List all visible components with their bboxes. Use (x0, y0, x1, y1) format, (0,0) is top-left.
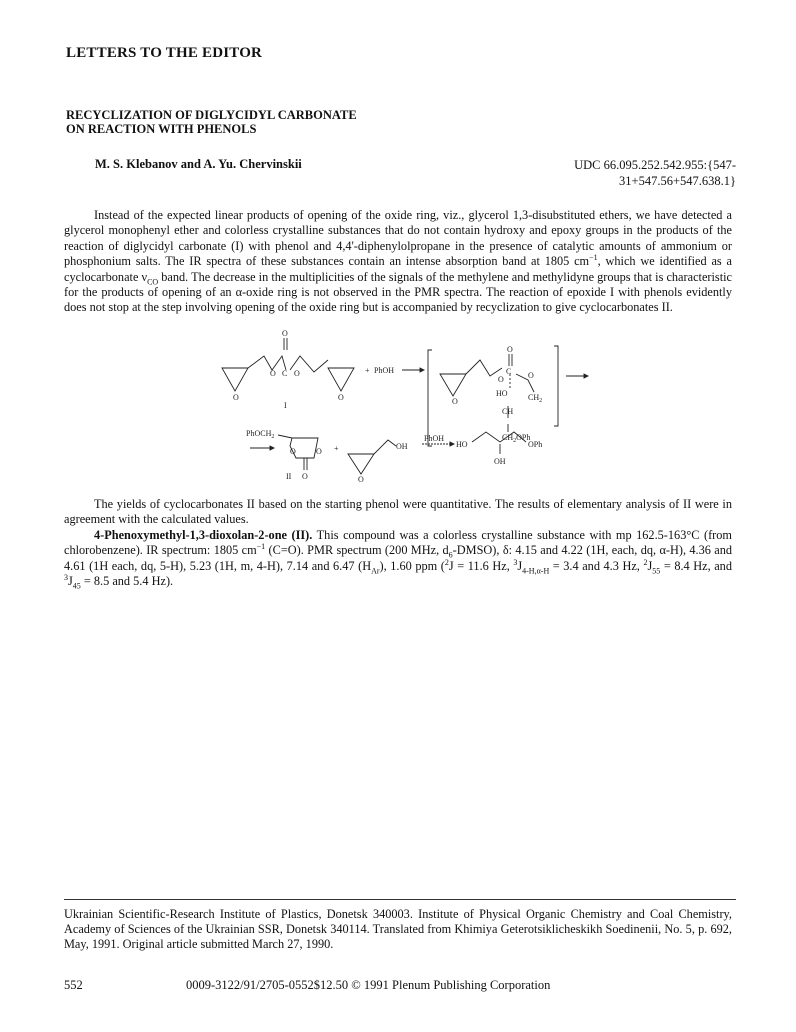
label-compound-II: II (286, 472, 292, 481)
p1-text-b: , which we identified as a cyclocarbonate ν (64, 254, 732, 284)
scheme-plus-1: + (365, 366, 370, 375)
p3-sup4: 2 (643, 557, 648, 567)
scheme-ch2oph-base: CH (502, 433, 514, 442)
scheme-ch2oph-sub: 2 (513, 438, 517, 444)
scheme-o-intermediate: O (498, 375, 504, 384)
p3-sup3: 3 (513, 557, 518, 567)
scheme-o-left: O (270, 369, 276, 378)
scheme-o-carbonyl-bottom: O (302, 472, 308, 481)
scheme-ch2 (528, 393, 542, 404)
scheme-o-intermediate-2: O (528, 371, 534, 380)
scheme-phoh-2: PhOH (424, 434, 445, 443)
p3-a: This compound was a colorless crystalline substance with mp 162.5-163°C (from chlorobenzene). IR spectrum: 1805 cm (64, 527, 732, 558)
p1-text-c: band. The decrease in the multiplicities of the signals of the methylene and methylidyne groups that is characteristic for the products of opening of an α-oxide ring is not observed in the PMR spectra. The reaction of epoxide I with phenols evidently does not stop at the step involving opening of the oxide ring but is accompanied by recyclization to give cyclocarbonates II. (64, 269, 732, 315)
p3-sup1: −1 (256, 542, 266, 552)
udc-line-1: UDC 66.095.252.542.955:{547- (574, 158, 736, 172)
scheme-c-center: C (282, 369, 288, 378)
chain-intermediate (466, 360, 502, 376)
authors: M. S. Klebanov and A. Yu. Chervinskii (95, 157, 302, 171)
scheme-ch2-sub: 2 (539, 398, 543, 404)
p3-i: = 8.4 Hz, and (660, 558, 732, 573)
scheme-ch2-base: CH (528, 393, 540, 402)
compound-paragraph (64, 528, 732, 590)
p3-b: (C=O). PMR spectrum (200 MHz, d (265, 543, 449, 558)
scheme-o-right: O (294, 369, 300, 378)
epoxide-ring-right (328, 368, 354, 391)
arrow-head-1 (420, 368, 424, 372)
scheme-o-epox-right: O (338, 393, 344, 402)
udc-line-2: 31+547.56+547.638.1} (619, 174, 736, 188)
page-number: 552 (64, 978, 83, 992)
scheme-phoch2 (246, 429, 274, 440)
p3-j: J (68, 574, 73, 589)
p3-c: -DMSO), δ: 4.15 and 4.22 (1H, each, dq, α-H), 4.36 and 4.61 (1H each, dq, 5-H), 5.23 (1H, m, 4-H), 7.14 and 6.47 (H (64, 543, 733, 573)
chain-product (374, 440, 396, 454)
p3-sup2: 2 (444, 557, 449, 567)
scheme-o-epox-product: O (358, 475, 364, 484)
p3-k: = 8.5 and 5.4 Hz). (80, 574, 174, 589)
scheme-o-epox-intermediate: O (452, 397, 458, 406)
title-line-1: RECYCLIZATION OF DIGLYCIDYL CARBONATE (66, 108, 357, 122)
reaction-scheme (210, 329, 600, 486)
intro-paragraph (64, 208, 732, 316)
scheme-phoh-1: PhOH (374, 366, 395, 375)
arrow-head-2 (584, 374, 588, 378)
bracket-right (554, 346, 558, 426)
scheme-o-epox-left: O (233, 393, 239, 402)
footnote-divider (64, 899, 736, 900)
chain-left (248, 356, 286, 370)
bond-phoch2 (278, 435, 292, 438)
scheme-ho: HO (496, 389, 508, 398)
article-title (66, 108, 357, 136)
scheme-o-ring-right: O (316, 447, 322, 456)
scheme-c-intermediate: C (506, 367, 512, 376)
arrow-head-3 (270, 446, 274, 450)
p3-sub3: 4-H,α-H (522, 566, 550, 576)
p3-sub5: 45 (72, 581, 81, 591)
p3-d: ), 1.60 ppm ( (379, 558, 445, 573)
bracket-left (428, 350, 432, 446)
scheme-plus-2: + (334, 444, 339, 453)
scheme-ho-2: HO (456, 440, 468, 449)
scheme-ch2oph-tail: OPh (516, 433, 531, 442)
scheme-phoch2-base: PhOCH (246, 429, 272, 438)
label-compound-I: I (284, 401, 287, 410)
scheme-ch: CH (502, 407, 514, 416)
title-line-2: ON REACTION WITH PHENOLS (66, 122, 257, 136)
paragraph-1 (64, 208, 732, 316)
scheme-o-top-1: O (282, 329, 288, 338)
scheme-oh-1: OH (396, 442, 408, 451)
p3-sub2: Ar (371, 566, 380, 576)
arrow-head-4 (450, 442, 454, 446)
scheme-oph: OPh (528, 440, 543, 449)
p1-sup-1: −1 (589, 253, 598, 263)
p3-f: J (517, 558, 523, 573)
epoxide-ring-intermediate (440, 374, 466, 396)
section-heading: LETTERS TO THE EDITOR (66, 45, 263, 61)
epoxide-ring-product (348, 454, 374, 474)
p1-text-a: Instead of the expected linear products of opening of the oxide ring, viz., glycerol 1,3-disubstituted ethers, we have detected a glycerol monophenyl ether and colorless crystalline substances that do not contain hydroxy and epoxy groups in the products of the reaction of diglycidyl carbonate (I) with phenol and 4,4'-diphenylolpropane in the presence of catalytic amounts of ammonium or phosphonium salts. The IR spectra of these substances contain an intense absorption band at 1805 cm (64, 208, 732, 269)
scheme-o-top-2: O (507, 345, 513, 354)
scheme-ch2oph (502, 433, 530, 444)
p3-sup5: 3 (64, 572, 68, 582)
scheme-oh-2: OH (494, 457, 506, 466)
scheme-phoch2-sub: 2 (271, 434, 275, 440)
scheme-o-ring-left: O (290, 447, 296, 456)
p3-sub4: 55 (652, 566, 661, 576)
compound-name: 4-Phenoxymethyl-1,3-dioxolan-2-one (II). (94, 527, 313, 542)
paragraph-2-3 (64, 497, 732, 589)
epoxide-ring-left (222, 368, 248, 391)
p3-e: J = 11.6 Hz, (448, 558, 514, 573)
p1-sub-1: CO (147, 277, 159, 287)
p3-sub1: 6 (448, 550, 453, 560)
footnote: Ukrainian Scientific-Research Institute of Plastics, Donetsk 340003. Institute of Physical Organic Chemistry and Coal Chemistry, Academy of Sciences of the Ukrainian SSR, Donetsk 340114. Translated from Khimiya Geterotsiklicheskikh Soedinenii, No. 5, p. 692, May, 1991. Original article submitted March 27, 1990. (64, 907, 732, 952)
udc-code (496, 157, 736, 189)
yield-paragraph: The yields of cyclocarbonates II based on the starting phenol were quantitative. The results of elementary analysis of II were in agreement with the calculated values. (64, 497, 732, 527)
copyright-line: 0009-3122/91/2705-0552$12.50 © 1991 Plenum Publishing Corporation (186, 978, 551, 992)
p3-h: J (647, 558, 653, 573)
p3-g: = 3.4 and 4.3 Hz, (549, 558, 644, 573)
